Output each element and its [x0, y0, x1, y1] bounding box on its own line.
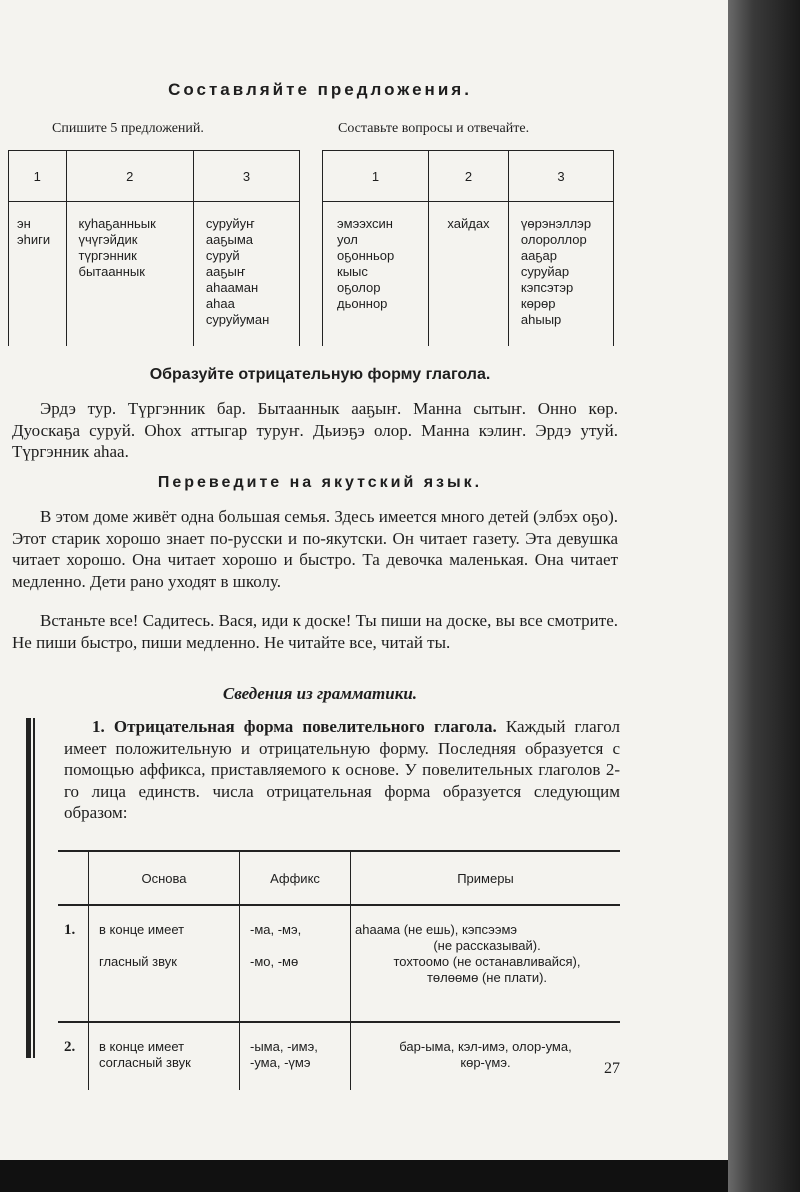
word: аһыыр: [520, 312, 562, 327]
word: үөрэнэллэр: [520, 216, 592, 231]
cell-line: согласный звук: [99, 1055, 191, 1070]
table-header: 3: [508, 151, 613, 202]
affix-cell: [240, 1022, 351, 1090]
table-header: 2: [66, 151, 193, 202]
word-table-left: [8, 150, 300, 346]
word: эмээхсин: [337, 216, 393, 231]
paragraph-text: Встаньте все! Садитесь. Вася, иди к доске! Ты пиши на доске, вы все смотрите. Не пиши быстро, пиши медленно. Не читайте все, читай ты.: [12, 611, 618, 652]
table-header: [58, 851, 89, 905]
paragraph-text: Эрдэ тур. Түргэнник бар. Бытааннык ааҕыҥ. Манна сытыҥ. Онно көр. Дуоскаҕа суруй. Оһох аттыгар туруҥ. Дьиэҕэ олор. Манна кэлиҥ. Эрдэ утуй. Түргэнник аһаа.: [12, 399, 618, 461]
base-cell: [89, 1022, 240, 1090]
word: бытааннык: [78, 264, 145, 279]
word: ааҕыма: [205, 232, 253, 247]
page-edge-shadow: [728, 0, 800, 1192]
word: аһааман: [205, 280, 259, 295]
word: аһаа: [205, 296, 235, 311]
word-table-right: [322, 150, 614, 346]
cell-line: в конце имеет: [99, 922, 185, 937]
base-cell: [89, 905, 240, 1022]
paragraph-translate-2: [12, 610, 618, 653]
examples-cell: [351, 1022, 621, 1090]
word: суруйуман: [205, 312, 270, 327]
cell-line: көр-үмэ.: [460, 1055, 511, 1070]
cell-line: в конце имеет: [99, 1039, 185, 1054]
word-column: [9, 202, 67, 347]
word: оҕолор: [337, 280, 381, 295]
table-row: [58, 1022, 620, 1090]
grammar-title: 1. Отрицательная форма повелительного глагола.: [92, 717, 497, 736]
margin-rule: [33, 718, 35, 1058]
table-header: Основа: [89, 851, 240, 905]
word-column: [323, 202, 429, 347]
word: үчүгэйдик: [78, 232, 138, 247]
word: түргэнник: [78, 248, 137, 263]
table-header: 1: [9, 151, 67, 202]
cell-line: бар-ыма, кэл-имэ, олор-ума,: [399, 1039, 572, 1054]
row-number: 2.: [64, 1039, 76, 1055]
cell-line: аһаама (не ешь), кэпсээмэ: [355, 922, 518, 937]
word: кэпсэтэр: [520, 280, 574, 295]
word: ааҕыҥ: [205, 264, 246, 279]
grammar-paragraph: [64, 716, 620, 824]
heading-negative-form: Образуйте отрицательную форму глагола.: [149, 366, 491, 383]
word-column: [508, 202, 613, 347]
examples-cell: [351, 905, 621, 1022]
cell-line: -ыма, -имэ,: [250, 1039, 318, 1054]
cell-line: (не рассказывай).: [433, 938, 541, 953]
caption-copy-sentences: Спишите 5 предложений.: [52, 121, 204, 136]
cell-line: -мо, -мө: [250, 954, 299, 969]
cell-line: төлөөмө (не плати).: [426, 970, 548, 985]
heading-translate: Переведите на якутский язык.: [157, 474, 483, 491]
table-row: [58, 905, 620, 1022]
cell-line: -ма, -мэ,: [250, 922, 302, 937]
row-number: 1.: [58, 905, 89, 1022]
word: эһиги: [17, 232, 51, 247]
word: эн: [17, 216, 31, 231]
word: ааҕар: [520, 248, 557, 263]
word-column: [193, 202, 299, 347]
page-number: 27: [604, 1060, 620, 1077]
cell-line: гласный звук: [99, 954, 177, 969]
word-column: [429, 202, 509, 347]
word: көрөр: [520, 296, 556, 311]
table-header: 3: [193, 151, 299, 202]
cell-line: -ума, -үмэ: [250, 1055, 311, 1070]
paragraph-text: В этом доме живёт одна большая семья. Здесь имеется много детей (элбэх оҕо). Этот старик хорошо знает по-русски и по-якутски. Он читает газету. Эта девушка читает хорошо. Она читает хорошо и быстро. Та девочка маленькая. Она читает медленно. Дети рано уходят в школу.: [12, 507, 618, 591]
paragraph-negative-exercise: [12, 398, 618, 463]
paragraph-translate-1: [12, 506, 618, 592]
heading-compose-sentences: Составляйте предложения.: [168, 80, 472, 99]
margin-rule: [26, 718, 31, 1058]
caption-make-questions: Составьте вопросы и отвечайте.: [338, 121, 530, 136]
table-header: Примеры: [351, 851, 621, 905]
word: суруйуҥ: [205, 216, 255, 231]
word: дьоннор: [337, 296, 388, 311]
word: суруй: [205, 248, 240, 263]
grammar-table: [58, 850, 620, 1090]
word: хайдах: [447, 216, 490, 231]
word: олороллор: [520, 232, 587, 247]
table-header: 1: [323, 151, 429, 202]
word: уол: [337, 232, 358, 247]
word-column: [66, 202, 193, 347]
word: суруйар: [520, 264, 570, 279]
table-header: 2: [429, 151, 509, 202]
word: кыыс: [337, 264, 368, 279]
grammar-text: Каждый глагол имеет положительную и отрицательную форму. Последняя образуется с помощью аффикса, приставляемого к основе. У повелительных глаголов 2-го лица единств. числа отрицательная форма образуется следующим образом:: [64, 717, 620, 822]
cell-line: тохтоомо (не останавливайся),: [393, 954, 581, 969]
word: куһаҕанньык: [78, 216, 156, 231]
affix-cell: [240, 905, 351, 1022]
word: оҕонньор: [337, 248, 395, 263]
heading-grammar: Сведения из грамматики.: [222, 684, 418, 703]
table-header: Аффикс: [240, 851, 351, 905]
